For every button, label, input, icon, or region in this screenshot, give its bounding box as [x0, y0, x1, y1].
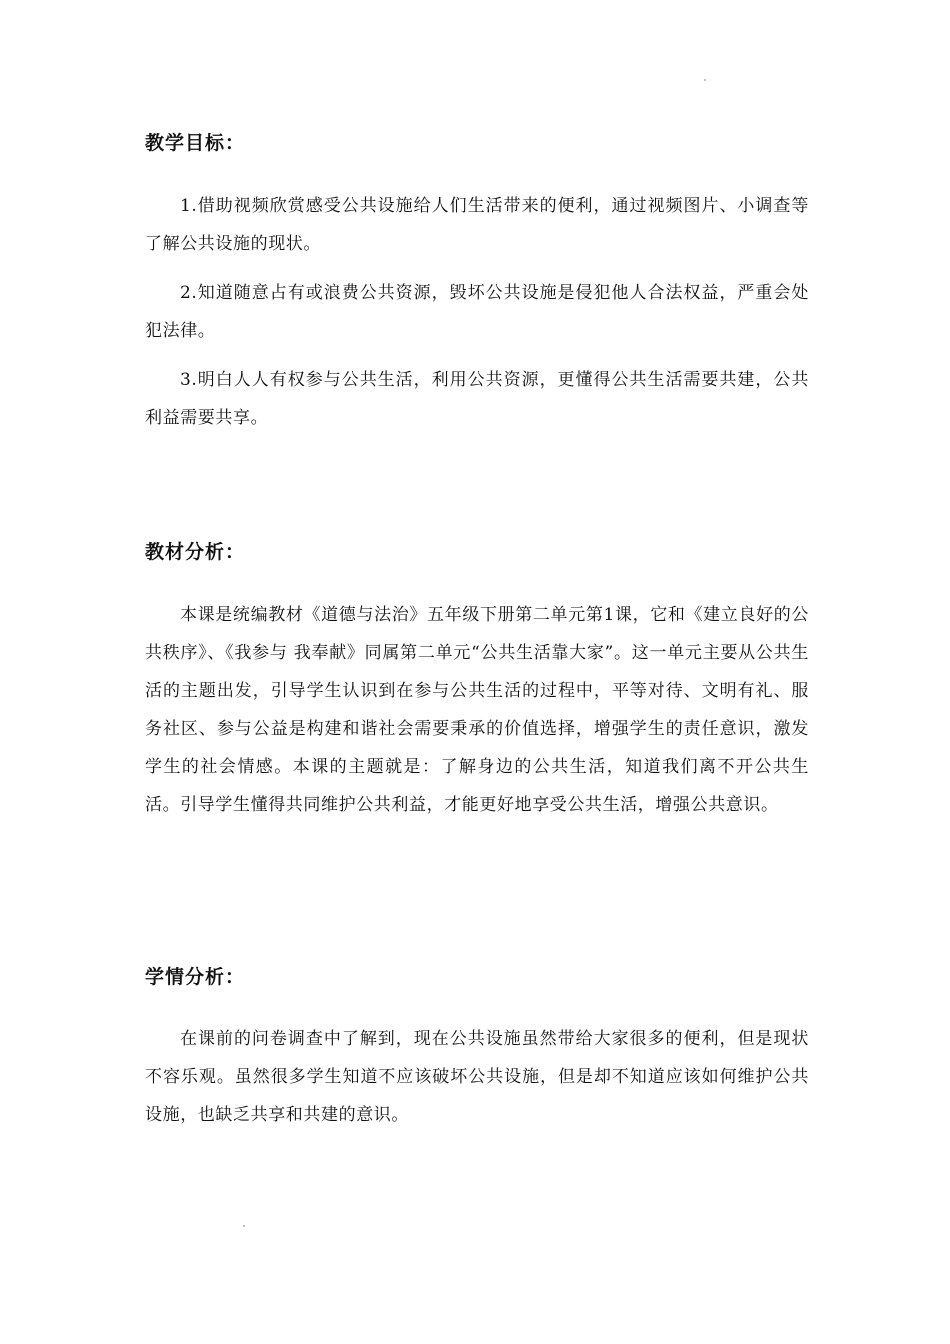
- goal-item: 1.借助视频欣赏感受公共设施给人们生活带来的便利，通过视频图片、小调查等了解公共设施的现状。: [145, 196, 809, 254]
- material-analysis-paragraph: 本课是统编教材《道德与法治》五年级下册第二单元第1课，它和《建立良好的公共秩序》、《我参与 我奉献》同属第二单元“公共生活靠大家”。这一单元主要从公共生活的主题出发，引导学生认识到在参与公共生活的过程中，平等对待、文明有礼、服务社区、参与公益是构建和谐社会需要秉承的价值选择，增强学生的责任意识，激发学生的社会情感。本课的主题就是：了解身边的公共生活，知道我们离不开公共生活。引导学生懂得共同维护公共利益，才能更好地享受公共生活，增强公共意识。: [145, 605, 809, 815]
- material-analysis-heading: 教材分析：: [145, 541, 246, 563]
- material-analysis-section: [145, 537, 809, 824]
- student-analysis-heading: 学情分析：: [145, 966, 246, 988]
- page-dot-mark: [243, 1225, 245, 1227]
- teaching-goals-section: [145, 128, 809, 437]
- page-dot-mark: [704, 79, 706, 81]
- student-analysis-paragraph: 在课前的问卷调查中了解到，现在公共设施虽然带给大家很多的便利，但是现状不容乐观。虽然很多学生知道不应该破坏公共设施，但是却不知道应该如何维护公共设施，也缺乏共享和共建的意识。: [145, 1029, 809, 1125]
- teaching-goals-list: [145, 187, 809, 437]
- goal-item: 2.知道随意占有或浪费公共资源，毁坏公共设施是侵犯他人合法权益，严重会处犯法律。: [145, 283, 809, 341]
- goal-item: 3.明白人人有权参与公共生活，利用公共资源，更懂得公共生活需要共建，公共利益需要共享。: [145, 370, 809, 428]
- student-analysis-body: [145, 1020, 809, 1134]
- teaching-goals-heading: 教学目标：: [145, 132, 246, 154]
- student-analysis-section: [145, 962, 809, 1134]
- material-analysis-body: [145, 596, 809, 824]
